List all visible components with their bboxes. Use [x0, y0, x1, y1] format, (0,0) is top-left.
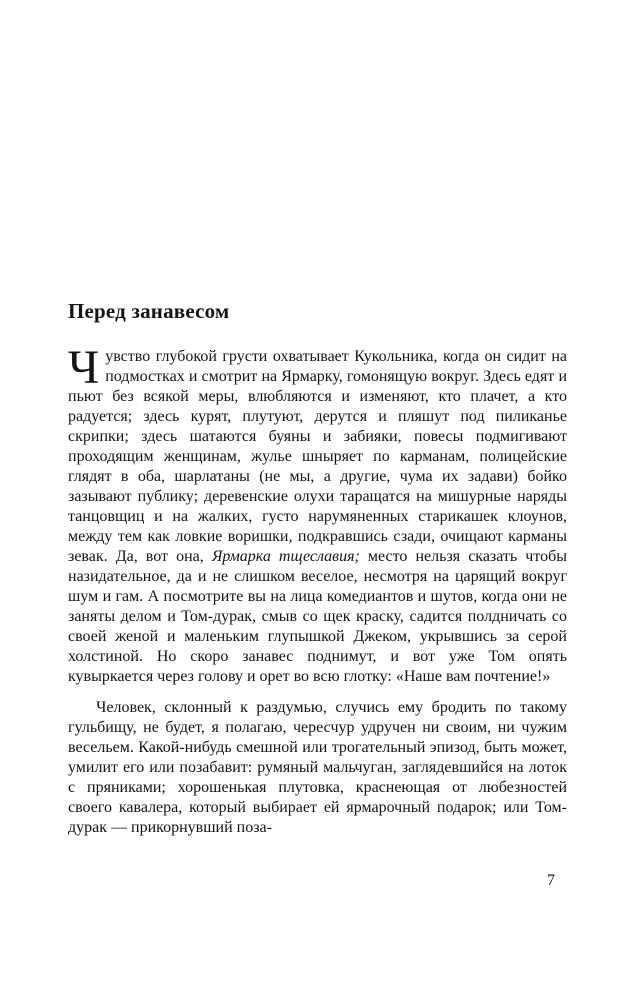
paragraph-1-text-after: место нельзя сказать чтобы назидательное, да и не слишком веселое, несмотря на царящий вокруг шум и гам. А посмотрите вы на лица комедиантов и шутов, когда они не заняты делом и Том-дурак, смыв со щек краску, садится полдничать со своей женой и маленьким глупышкой Джеком, укрывшись за серой холстиной. Но скоро занавес поднимут, и вот уже Том опять кувыркается через голову и орет во всю глотку: «Наше вам почтение!» [68, 548, 568, 685]
italic-book-title: Ярмарка тщеславия; [211, 548, 360, 565]
paragraph-2: Человек, склонный к раздумью, случись ему бродить по такому гульбищу, не будет, я полагаю, чересчур удручен ни своим, ни чужим весельем. Какой-нибудь смешной или трогательный эпизод, быть может, умилит его или позабавит: румяный мальчуган, заглядевшийся на лоток с пряниками; хорошенькая плутовка, краснеющая от любезностей своего кавалера, который выбирает ей ярмарочный подарок; или Том-дурак — прикорнувший поза- [68, 699, 567, 836]
dropcap-letter: Ч [68, 341, 100, 394]
chapter-heading: Перед занавесом [68, 299, 230, 323]
paragraph-1 [68, 341, 568, 687]
paragraph-1-text-before: увство глубокой грусти охватывает Кукольника, когда он сидит на подмостках и смотрит на Ярмарку, гомонящую вокруг. Здесь едят и пьют без всякой меры, влюбляются и изменяют, кто плачет, а кто радуется; здесь курят, плутуют, дерутся и пляшут под пиликанье скрипки; здесь шатаются буяны и забияки, повесы подмигивают проходящим женщинам, жулье шныряет по карманам, полицейские глядят в оба, шарлатаны (не мы, а другие, чума их задави) бойко зазывают публику; деревенские олухи таращатся на мишурные наряды танцовщиц и на жалких, густо нарумяненных старикашек клоунов, между тем как ловкие воришки, подкравшись сзади, очищают карманы зевак. Да, вот она, [68, 348, 567, 565]
page-content [68, 299, 567, 838]
page-number: 7 [547, 872, 555, 889]
